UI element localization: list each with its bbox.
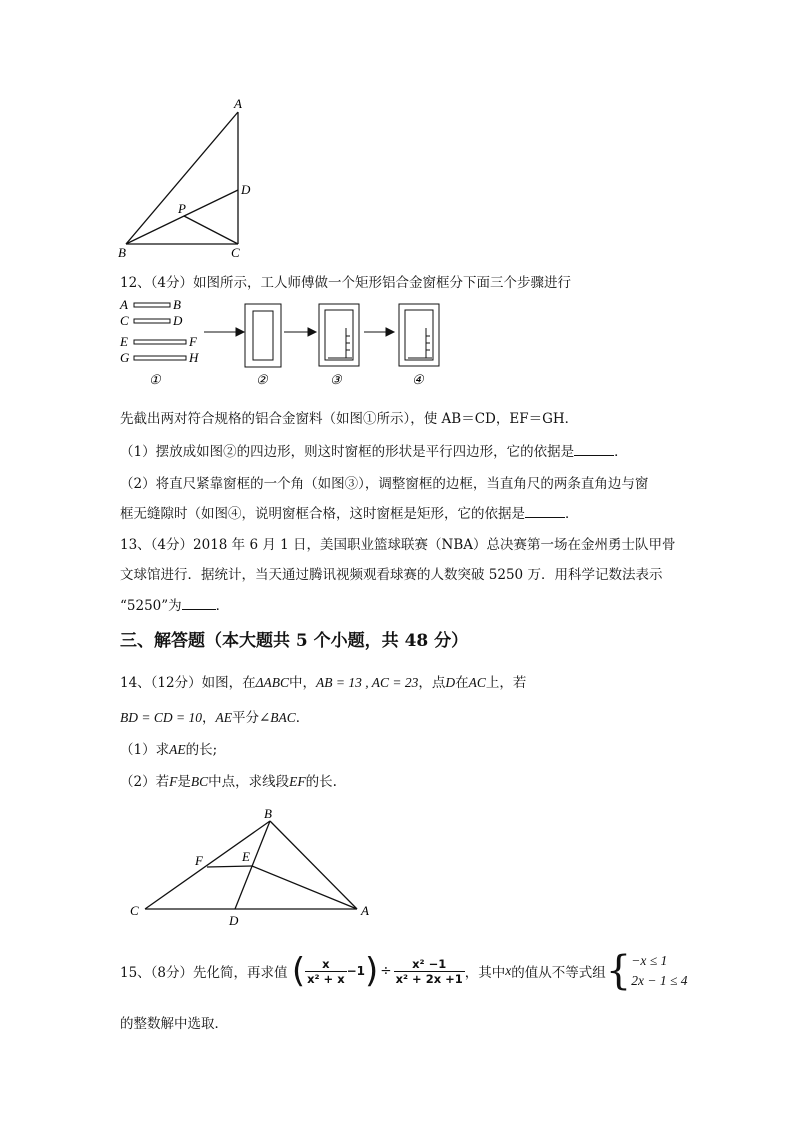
- fraction-1-num: x: [305, 957, 347, 972]
- q14-ae: AE: [215, 710, 232, 725]
- label-a: A: [361, 903, 369, 918]
- bar-ef: [134, 340, 186, 344]
- segment-bd: [235, 821, 270, 909]
- frame-2-inner: [253, 311, 273, 360]
- q14-p2-a: （2）若: [120, 774, 170, 790]
- segment-cb: [145, 821, 270, 909]
- q14-triangle: ΔABC: [255, 675, 290, 690]
- q12-part2-line2: [120, 502, 579, 522]
- q15-tail: 的整数解中选取．: [120, 1016, 228, 1032]
- q14-line1: [120, 671, 526, 691]
- q15-line: [120, 948, 687, 994]
- label-c: C: [231, 245, 240, 260]
- q12-part1-text: （1）摆放成如图②的四边形，则这时窗框的形状是平行四边形，它的依据是: [120, 444, 575, 460]
- q14-lengths: AB = 13 , AC = 23: [316, 675, 419, 690]
- fraction-1-den: x² + x: [307, 971, 345, 986]
- bar-label-g: G: [120, 350, 130, 365]
- answer-blank-q12-1[interactable]: [574, 443, 614, 456]
- figure-triangle-abc-p: [110, 96, 270, 264]
- left-paren: (: [291, 951, 306, 991]
- bar-label-d: D: [173, 313, 183, 328]
- fig-label-3: ③: [330, 372, 342, 387]
- bar-gh: [134, 356, 186, 360]
- q12-part2-line1: （2）将直尺紧靠窗框的一个角（如图③），调整窗框的边框，当直角尺的两条直角边与窗: [120, 476, 649, 492]
- segment-pc: [184, 216, 238, 244]
- q14-t2: ，点: [418, 675, 446, 691]
- inequality-system: [631, 951, 687, 991]
- fraction-2: [394, 957, 465, 986]
- segment-fe: [207, 866, 252, 867]
- q14-p1-ae: AE: [169, 742, 186, 757]
- label-f: F: [195, 853, 203, 868]
- bar-label-a: A: [120, 297, 128, 312]
- q13-line2: 文球馆进行．据统计，当天通过腾讯视频观看球赛的人数突破 5250 万．用科学记数法表示: [120, 567, 663, 583]
- answer-blank-q12-2[interactable]: [525, 505, 565, 518]
- q14-seg-ac: AC: [468, 675, 486, 690]
- q14-p2-ef: EF: [289, 774, 306, 789]
- q14-p2-bc: BC: [190, 774, 209, 789]
- q12-header: 12、（4分）如图所示，工人师傅做一个矩形铝合金窗框分下面三个步骤进行: [120, 275, 572, 291]
- figure-window-frame-steps: [116, 292, 456, 392]
- minus-one: −1: [346, 964, 366, 978]
- q14-part2: [120, 770, 337, 790]
- segment-ba: [126, 112, 238, 244]
- label-d: D: [241, 182, 251, 197]
- arrow-3-head: [386, 328, 394, 336]
- left-brace: {: [605, 948, 632, 994]
- q14-p1-c: 的长;: [185, 742, 218, 758]
- q15-var-x: x: [505, 963, 512, 978]
- inequality-2: 2x − 1 ≤ 4: [631, 973, 688, 988]
- q14-t4: 上，若: [485, 675, 527, 691]
- answer-blank-q13[interactable]: [182, 597, 216, 610]
- frame-2-outer: [245, 304, 281, 367]
- q14-line2: [120, 706, 309, 726]
- q15-mid-a: ，其中: [464, 965, 506, 981]
- figure-triangle-abc-def: [125, 805, 380, 930]
- q13-line3-end: ．: [215, 598, 230, 614]
- fraction-2-num: x² −1: [394, 957, 465, 972]
- fraction-2-den: x² + 2x +1: [395, 971, 463, 986]
- section-3-heading: 三、解答题（本大题共 5 个小题，共 48 分）: [120, 631, 469, 651]
- frame-4-inner: [405, 310, 433, 360]
- label-e: E: [242, 849, 250, 864]
- divide-sign: ÷: [380, 963, 392, 979]
- fig-label-2: ②: [256, 372, 268, 387]
- label-c: C: [130, 903, 139, 918]
- segment-ae: [252, 866, 357, 909]
- fraction-1: [305, 957, 347, 986]
- bar-label-c: C: [120, 313, 129, 328]
- q14-p1-a: （1）求: [120, 742, 170, 758]
- q14-p2-c: 是: [177, 774, 191, 790]
- label-b: B: [264, 806, 272, 821]
- q13-line1: 13、（4分）2018 年 6 月 1 日，美国职业篮球联赛（NBA）总决赛第一场在金州勇士队甲骨: [120, 537, 676, 553]
- bar-ab: [134, 303, 170, 307]
- arrow-2-head: [308, 328, 316, 336]
- q14-t3: 在: [455, 675, 469, 691]
- q14-part1: [120, 738, 217, 758]
- bar-label-h: H: [189, 350, 199, 365]
- q12-part1-end: ．: [614, 444, 628, 460]
- bar-cd: [134, 319, 170, 323]
- bar-label-e: E: [120, 334, 128, 349]
- inequality-1: −x ≤ 1: [631, 953, 668, 968]
- q14-t1: 中，: [289, 675, 317, 691]
- q14-p2-f: F: [169, 774, 178, 789]
- q14-lead: 14、（12分）如图，在: [120, 675, 256, 691]
- bar-label-f: F: [189, 334, 197, 349]
- segment-ba: [270, 821, 357, 909]
- q14-bd-cd: BD = CD = 10: [120, 710, 202, 725]
- label-a: A: [234, 96, 242, 111]
- q12-part2-end: ．: [565, 506, 579, 522]
- bar-label-b: B: [173, 297, 181, 312]
- q14-p2-e: 中点，求线段: [208, 774, 290, 790]
- right-paren: ): [365, 951, 379, 991]
- q12-intro: 先截出两对符合规格的铝合金窗料（如图①所示），使 AB＝CD，EF＝GH．: [120, 411, 579, 427]
- label-p: P: [178, 201, 186, 216]
- q12-part2-text: 框无缝隙时（如图④，说明窗框合格，这时窗框是矩形，它的依据是: [120, 506, 525, 522]
- q14-p2-g: 的长.: [305, 774, 337, 790]
- q13-line3: [120, 594, 229, 614]
- q14-t5: ，: [201, 710, 216, 726]
- q14-point-d: D: [445, 675, 456, 690]
- label-d: D: [229, 913, 239, 928]
- q15-mid-c: 的值从不等式组: [511, 965, 606, 981]
- fig-label-1: ①: [149, 372, 161, 387]
- label-b: B: [118, 245, 126, 260]
- q14-t7: ．: [295, 710, 310, 726]
- q15-lead: 15、（8分）先化简，再求值: [120, 965, 288, 981]
- q13-line3-text: “5250”为: [120, 598, 182, 614]
- q12-part1: [120, 440, 628, 460]
- fig-label-4: ④: [412, 372, 424, 387]
- q14-angle: ∠BAC: [258, 710, 296, 725]
- frame-3-inner: [325, 310, 353, 360]
- q14-t6: 平分: [231, 710, 259, 726]
- arrow-1-head: [236, 328, 244, 336]
